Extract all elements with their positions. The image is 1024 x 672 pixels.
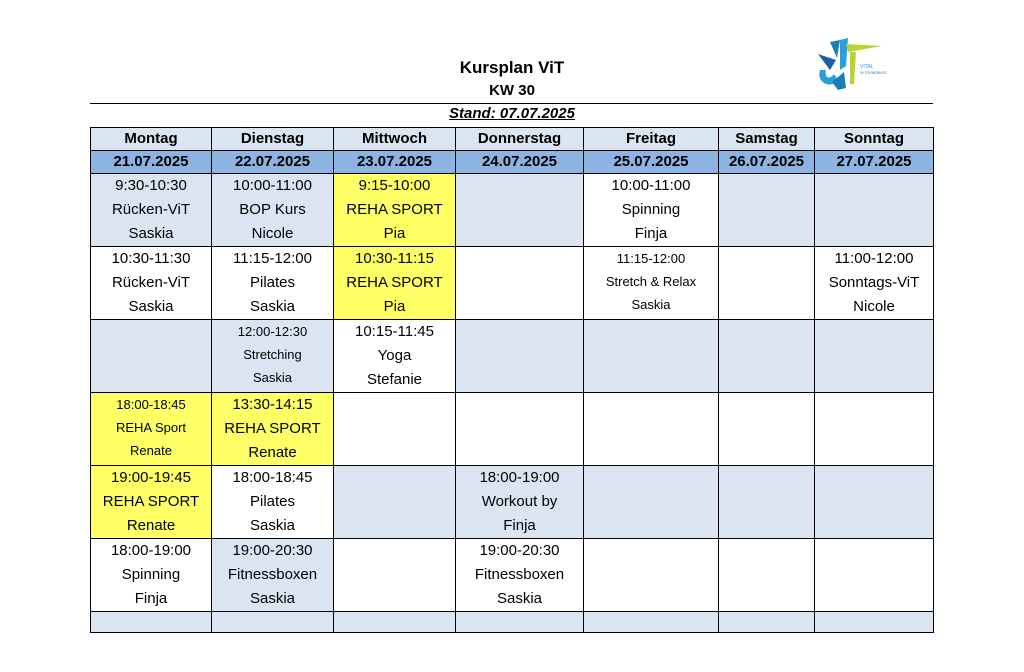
course-time: 19:00-20:30 xyxy=(479,542,560,559)
course-cell xyxy=(212,174,334,247)
course-trainer: Saskia xyxy=(249,590,296,607)
course-cell xyxy=(91,247,212,320)
course-trainer: Renate xyxy=(248,444,297,461)
course-course: Stretch & Relax xyxy=(605,274,697,289)
course-cell xyxy=(719,466,815,539)
course-cell xyxy=(815,320,934,393)
course-trainer: Saskia xyxy=(249,298,296,315)
day-header: Dienstag xyxy=(212,128,334,151)
course-time: 11:15-12:00 xyxy=(233,250,312,267)
table-row xyxy=(91,539,934,612)
course-cell xyxy=(584,174,719,247)
course-trainer: Saskia xyxy=(128,298,174,315)
day-header-row xyxy=(91,128,934,151)
course-cell xyxy=(719,539,815,612)
course-cell xyxy=(212,539,334,612)
day-header: Montag xyxy=(91,128,212,151)
empty-cell xyxy=(456,612,584,633)
course-trainer: Finja xyxy=(134,590,168,607)
course-cell xyxy=(719,393,815,466)
course-cell xyxy=(456,393,584,466)
date-header: 24.07.2025 xyxy=(456,151,584,174)
course-course: Rücken-ViT xyxy=(111,274,191,291)
course-cell xyxy=(456,247,584,320)
course-cell xyxy=(334,247,456,320)
course-cell xyxy=(334,466,456,539)
course-course: Pilates xyxy=(249,274,296,291)
course-time: 19:00-19:45 xyxy=(110,469,192,486)
course-trainer: Finja xyxy=(634,225,668,242)
course-course: Rücken-ViT xyxy=(111,201,191,218)
course-cell xyxy=(456,174,584,247)
course-cell xyxy=(815,247,934,320)
course-time: 10:00-11:00 xyxy=(233,177,312,194)
course-time: 11:00-12:00 xyxy=(834,250,914,267)
table-row xyxy=(91,466,934,539)
course-cell xyxy=(719,247,815,320)
date-header: 26.07.2025 xyxy=(719,151,815,174)
course-course: BOP Kurs xyxy=(239,201,306,218)
table-row xyxy=(91,320,934,393)
course-cell xyxy=(456,539,584,612)
week-label: KW 30 xyxy=(489,82,535,99)
course-course: Fitnessboxen xyxy=(227,566,318,583)
course-course: Stretching xyxy=(243,347,302,362)
date-header-row xyxy=(91,151,934,174)
schedule-table xyxy=(90,127,934,633)
day-header: Mittwoch xyxy=(334,128,456,151)
date-header: 22.07.2025 xyxy=(212,151,334,174)
course-cell xyxy=(815,174,934,247)
course-time: 12:00-12:30 xyxy=(237,324,308,339)
course-cell xyxy=(91,393,212,466)
course-course: REHA SPORT xyxy=(346,201,443,218)
course-trainer: Saskia xyxy=(631,297,671,312)
course-cell xyxy=(91,320,212,393)
course-cell xyxy=(584,320,719,393)
course-time: 18:00-19:00 xyxy=(479,469,560,486)
course-time: 10:30-11:30 xyxy=(111,250,191,267)
course-cell xyxy=(815,539,934,612)
course-cell xyxy=(334,393,456,466)
course-trainer: Pia xyxy=(383,298,406,315)
course-cell xyxy=(719,174,815,247)
course-cell xyxy=(815,393,934,466)
course-cell xyxy=(334,174,456,247)
course-trainer: Nicole xyxy=(853,298,895,315)
date-header: 25.07.2025 xyxy=(584,151,719,174)
course-cell xyxy=(91,539,212,612)
course-course: Fitnessboxen xyxy=(474,566,565,583)
course-cell xyxy=(584,247,719,320)
course-course: Spinning xyxy=(621,201,681,218)
course-cell xyxy=(334,539,456,612)
empty-cell xyxy=(584,612,719,633)
svg-text:IN TORNEBURG: IN TORNEBURG xyxy=(860,71,887,75)
course-time: 18:00-18:45 xyxy=(116,397,186,412)
course-trainer: Renate xyxy=(130,443,172,458)
course-cell xyxy=(584,393,719,466)
empty-cell xyxy=(91,612,212,633)
date-header: 27.07.2025 xyxy=(815,151,934,174)
course-trainer: Finja xyxy=(503,517,536,534)
page-title: Kursplan ViT xyxy=(459,58,565,77)
course-time: 10:00-11:00 xyxy=(611,177,691,194)
course-cell xyxy=(91,174,212,247)
course-cell xyxy=(719,320,815,393)
day-header: Donnerstag xyxy=(456,128,584,151)
course-course: Workout by xyxy=(481,493,558,510)
course-time: 10:30-11:15 xyxy=(355,250,434,267)
day-header: Samstag xyxy=(719,128,815,151)
table-row xyxy=(91,174,934,247)
course-time: 13:30-14:15 xyxy=(232,396,313,413)
course-cell xyxy=(456,466,584,539)
table-row xyxy=(91,247,934,320)
course-trainer: Renate xyxy=(126,517,176,534)
course-course: Yoga xyxy=(377,347,412,364)
course-time: 18:00-18:45 xyxy=(232,469,313,486)
schedule-body xyxy=(91,174,934,633)
course-time: 18:00-19:00 xyxy=(110,542,192,559)
course-cell xyxy=(815,466,934,539)
course-time: 19:00-20:30 xyxy=(232,542,313,559)
empty-cell xyxy=(719,612,815,633)
course-trainer: Saskia xyxy=(128,225,174,242)
course-trainer: Pia xyxy=(383,225,406,242)
course-time: 9:30-10:30 xyxy=(115,177,187,194)
day-header: Sonntag xyxy=(815,128,934,151)
course-course: Spinning xyxy=(121,566,181,583)
course-cell xyxy=(334,320,456,393)
course-course: Pilates xyxy=(249,493,296,510)
course-course: REHA SPORT xyxy=(224,420,321,437)
stand-date: Stand: 07.07.2025 xyxy=(449,105,575,122)
course-course: Sonntags-ViT xyxy=(828,274,920,291)
table-row xyxy=(91,393,934,466)
course-trainer: Nicole xyxy=(251,225,294,242)
empty-cell xyxy=(334,612,456,633)
empty-row xyxy=(91,612,934,633)
divider xyxy=(90,103,933,104)
course-cell xyxy=(584,539,719,612)
course-time: 10:15-11:45 xyxy=(355,323,434,340)
course-cell xyxy=(212,393,334,466)
course-trainer: Stefanie xyxy=(366,371,423,388)
course-trainer: Saskia xyxy=(249,517,296,534)
course-time: 9:15-10:00 xyxy=(358,177,431,194)
course-cell xyxy=(212,247,334,320)
course-cell xyxy=(212,466,334,539)
empty-cell xyxy=(815,612,934,633)
course-trainer: Saskia xyxy=(252,370,293,385)
course-course: REHA SPORT xyxy=(102,493,200,510)
empty-cell xyxy=(212,612,334,633)
course-course: REHA Sport xyxy=(115,420,187,435)
course-cell xyxy=(212,320,334,393)
course-course: REHA SPORT xyxy=(346,274,443,291)
date-header: 23.07.2025 xyxy=(334,151,456,174)
course-trainer: Saskia xyxy=(496,590,543,607)
day-header: Freitag xyxy=(584,128,719,151)
course-cell xyxy=(584,466,719,539)
svg-text:VITAL: VITAL xyxy=(860,64,874,70)
course-cell xyxy=(91,466,212,539)
course-cell xyxy=(456,320,584,393)
course-time: 11:15-12:00 xyxy=(616,251,686,266)
vit-logo-icon xyxy=(810,30,890,96)
date-header: 21.07.2025 xyxy=(91,151,212,174)
